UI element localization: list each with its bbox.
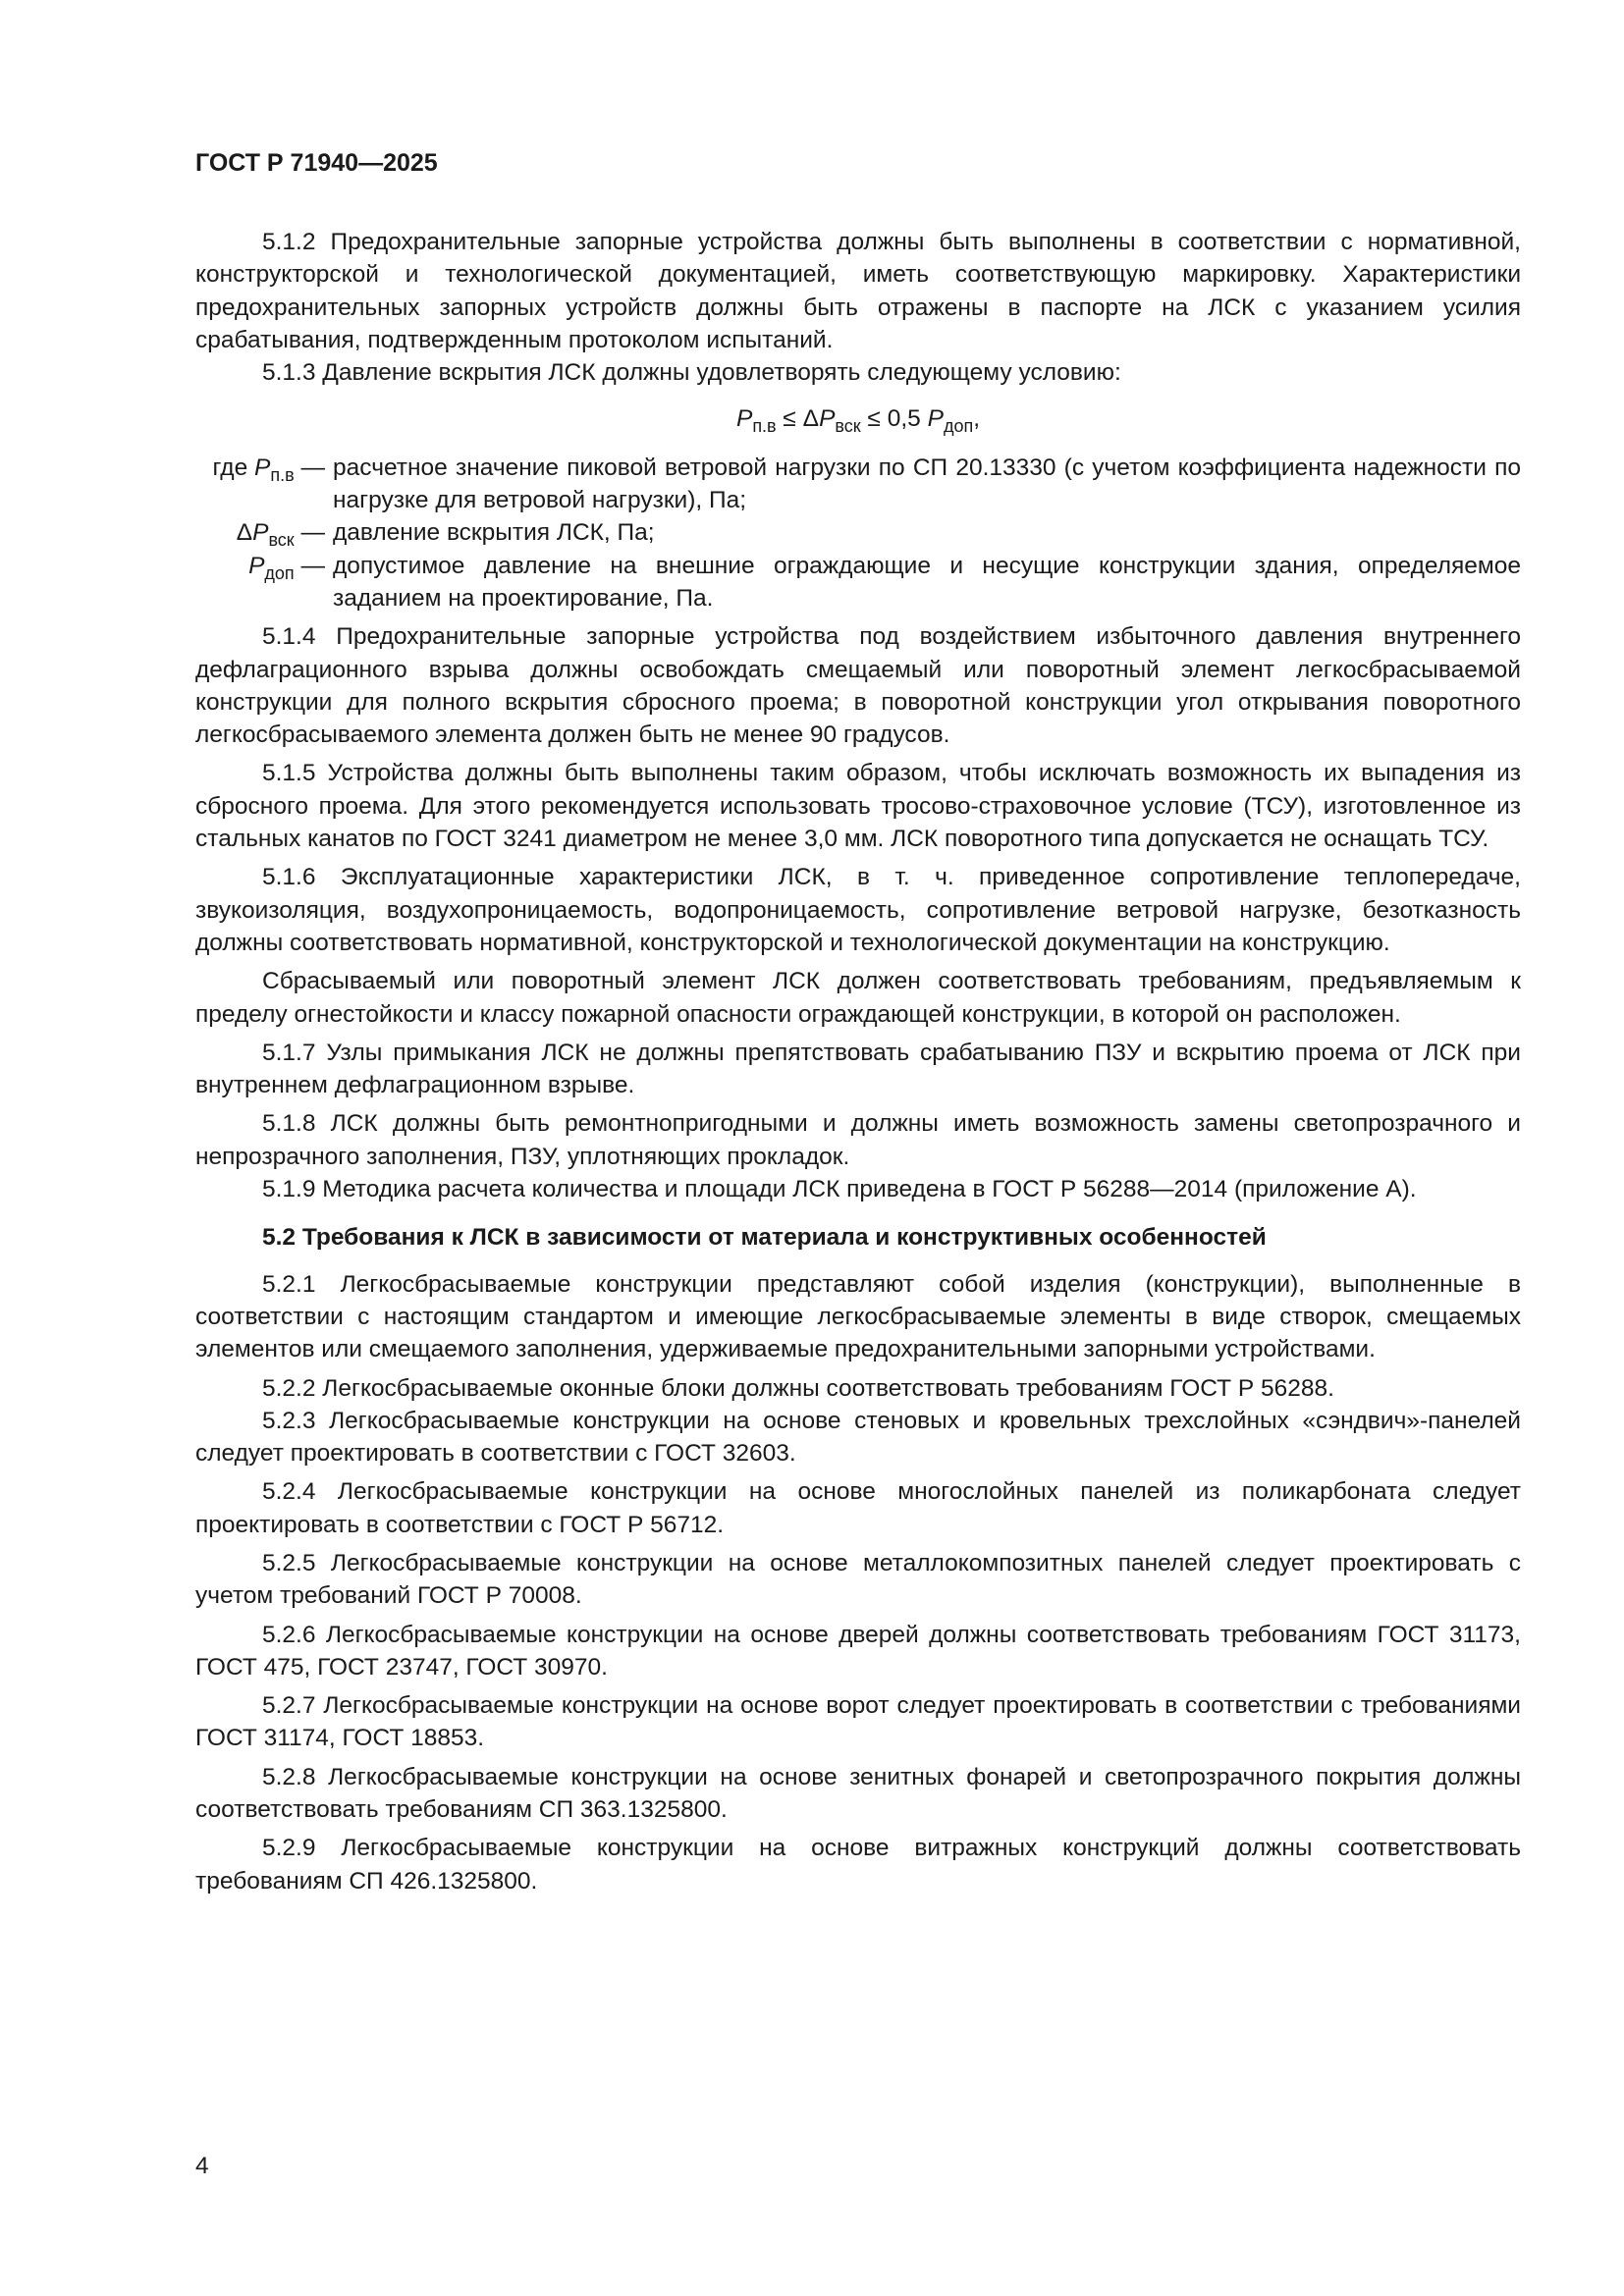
paragraph-5-2-3: 5.2.3 Легкосбрасываемые конструкции на основе стеновых и кровельных трехслойных «сэндвич»-панелей следует проектировать в соответствии с ГОСТ 32603. xyxy=(195,1407,1521,1468)
definition-dash: — xyxy=(294,552,325,579)
page-number: 4 xyxy=(195,2153,209,2179)
formula-subscript: доп xyxy=(943,416,974,437)
formula-subscript: п.в xyxy=(752,416,777,437)
definition-symbol: P xyxy=(254,454,271,481)
paragraph-5-2-6: 5.2.6 Легкосбрасываемые конструкции на основе дверей должны соответствовать требованиям ГОСТ 31173, ГОСТ 475, ГОСТ 23747, ГОСТ 30970. xyxy=(195,1621,1521,1681)
definition-symbol: P xyxy=(252,519,269,547)
definition-subscript: вск xyxy=(268,530,295,551)
formula-symbol: P xyxy=(819,405,836,433)
paragraph-5-1-7: 5.1.7 Узлы примыкания ЛСК не должны препятствовать срабатыванию ПЗУ и вскрытию проема от ЛСК при внутреннем дефлаграционном взрыве. xyxy=(195,1039,1521,1099)
document-header: ГОСТ Р 71940—2025 xyxy=(195,149,438,177)
definition-row xyxy=(195,516,1521,549)
definition-dash: — xyxy=(294,454,325,481)
paragraph-5-1-6: 5.1.6 Эксплуатационные характеристики ЛСК, в т. ч. приведенное сопротивление теплопередаче, звукоизоляция, воздухопроницаемость, водопроницаемость, сопротивление ветровой нагрузке, безотказность должны соответствовать нормативной, конструкторской и технологической документации на конструкцию. xyxy=(195,864,1521,956)
section-heading-5-2: 5.2 Требования к ЛСК в зависимости от материала и конструктивных особенностей xyxy=(262,1224,1267,1252)
definition-term xyxy=(195,550,333,582)
paragraph-5-2-4: 5.2.4 Легкосбрасываемые конструкции на основе многослойных панелей из поликарбоната следует проектировать в соответствии с ГОСТ Р 56712. xyxy=(195,1478,1521,1538)
paragraph-5-2-1: 5.2.1 Легкосбрасываемые конструкции представляют собой изделия (конструкции), выполненные в соответствии с настоящим стандартом и имеющие легкосбрасываемые элементы в виде створок, смещаемых элементов или смещаемого заполнения, удерживаемые предохранительными запорными устройствами. xyxy=(195,1270,1521,1363)
paragraph-5-1-8: 5.1.8 ЛСК должны быть ремонтнопригодными и должны иметь возможность замены светопрозрачного и непрозрачного заполнения, ПЗУ, уплотняющих прокладок. xyxy=(195,1110,1521,1170)
definition-prefix: где xyxy=(212,454,255,481)
paragraph-5-2-9: 5.2.9 Легкосбрасываемые конструкции на основе витражных конструкций должны соответствовать требованиям СП 426.1325800. xyxy=(195,1835,1521,1895)
formula-subscript: вск xyxy=(835,416,861,437)
paragraph-5-2-2: 5.2.2 Легкосбрасываемые оконные блоки должны соответствовать требованиям ГОСТ Р 56288. xyxy=(262,1374,1334,1402)
definition-subscript: п.в xyxy=(270,464,295,485)
definition-dash: — xyxy=(294,519,325,547)
definition-term xyxy=(195,516,333,549)
paragraph-5-1-6-continued: Сбрасываемый или поворотный элемент ЛСК должен соответствовать требованиям, предъявляемым к пределу огнестойкости и классу пожарной опасности ограждающей конструкции, в которой он расположен. xyxy=(195,968,1521,1028)
definition-row xyxy=(195,452,1521,517)
definition-symbol: P xyxy=(248,552,265,579)
document-body xyxy=(195,226,1521,1897)
formula-punctuation: , xyxy=(973,405,981,433)
formula-symbol: P xyxy=(927,405,944,433)
definition-row xyxy=(195,550,1521,615)
paragraph-5-2-8: 5.2.8 Легкосбрасываемые конструкции на основе зенитных фонарей и светопрозрачного покрытия должны соответствовать требованиям СП 363.1325800. xyxy=(195,1763,1521,1824)
paragraph-5-1-2: 5.1.2 Предохранительные запорные устройства должны быть выполнены в соответствии с нормативной, конструкторской и технологической документацией, иметь соответствующую маркировку. Характеристики предохранительных запорных устройств должны быть отражены в паспорте на ЛСК с указанием усилия срабатывания, подтвержденным протоколом испытаний. xyxy=(195,229,1521,353)
paragraph-5-1-9: 5.1.9 Методика расчета количества и площади ЛСК приведена в ГОСТ Р 56288—2014 (приложение А). xyxy=(262,1176,1417,1203)
formula-relation: ≤ 0,5 xyxy=(860,405,928,433)
definition-prefix: Δ xyxy=(236,519,253,547)
definition-term xyxy=(195,452,333,484)
definition-text: давление вскрытия ЛСК, Па; xyxy=(333,519,655,547)
paragraph-5-2-7: 5.2.7 Легкосбрасываемые конструкции на основе ворот следует проектировать в соответствии с требованиями ГОСТ 31174, ГОСТ 18853. xyxy=(195,1692,1521,1752)
definition-text: расчетное значение пиковой ветровой нагрузки по СП 20.13330 (с учетом коэффициента надежности по нагрузке для ветровой нагрузки), Па; xyxy=(333,454,1521,514)
formula-symbol: P xyxy=(735,405,753,433)
formula xyxy=(195,402,1521,435)
paragraph-5-1-5: 5.1.5 Устройства должны быть выполнены таким образом, чтобы исключать возможность их выпадения из сбросного проема. Для этого рекомендуется использовать тросово-страховочное условие (ТСУ), изготовленное из стальных канатов по ГОСТ 3241 диаметром не менее 3,0 мм. ЛСК поворотного типа допускается не оснащать ТСУ. xyxy=(195,760,1521,853)
paragraph-5-2-5: 5.2.5 Легкосбрасываемые конструкции на основе металлокомпозитных панелей следует проектировать с учетом требований ГОСТ Р 70008. xyxy=(195,1549,1521,1610)
formula-relation: ≤ Δ xyxy=(776,405,820,433)
paragraph-5-1-4: 5.1.4 Предохранительные запорные устройства под воздействием избыточного давления внутреннего дефлаграционного взрыва должны освобождать смещаемый или поворотный элемент легкосбрасываемой конструкции для полного вскрытия сбросного проема; в поворотной конструкции угол открывания поворотного легкосбрасываемого элемента должен быть не менее 90 градусов. xyxy=(195,623,1521,749)
definition-subscript: доп xyxy=(264,562,295,583)
paragraph-5-1-3: 5.1.3 Давление вскрытия ЛСК должны удовлетворять следующему условию: xyxy=(262,359,1121,387)
definition-text: допустимое давление на внешние ограждающие и несущие конструкции здания, определяемое заданием на проектирование, Па. xyxy=(333,552,1521,612)
